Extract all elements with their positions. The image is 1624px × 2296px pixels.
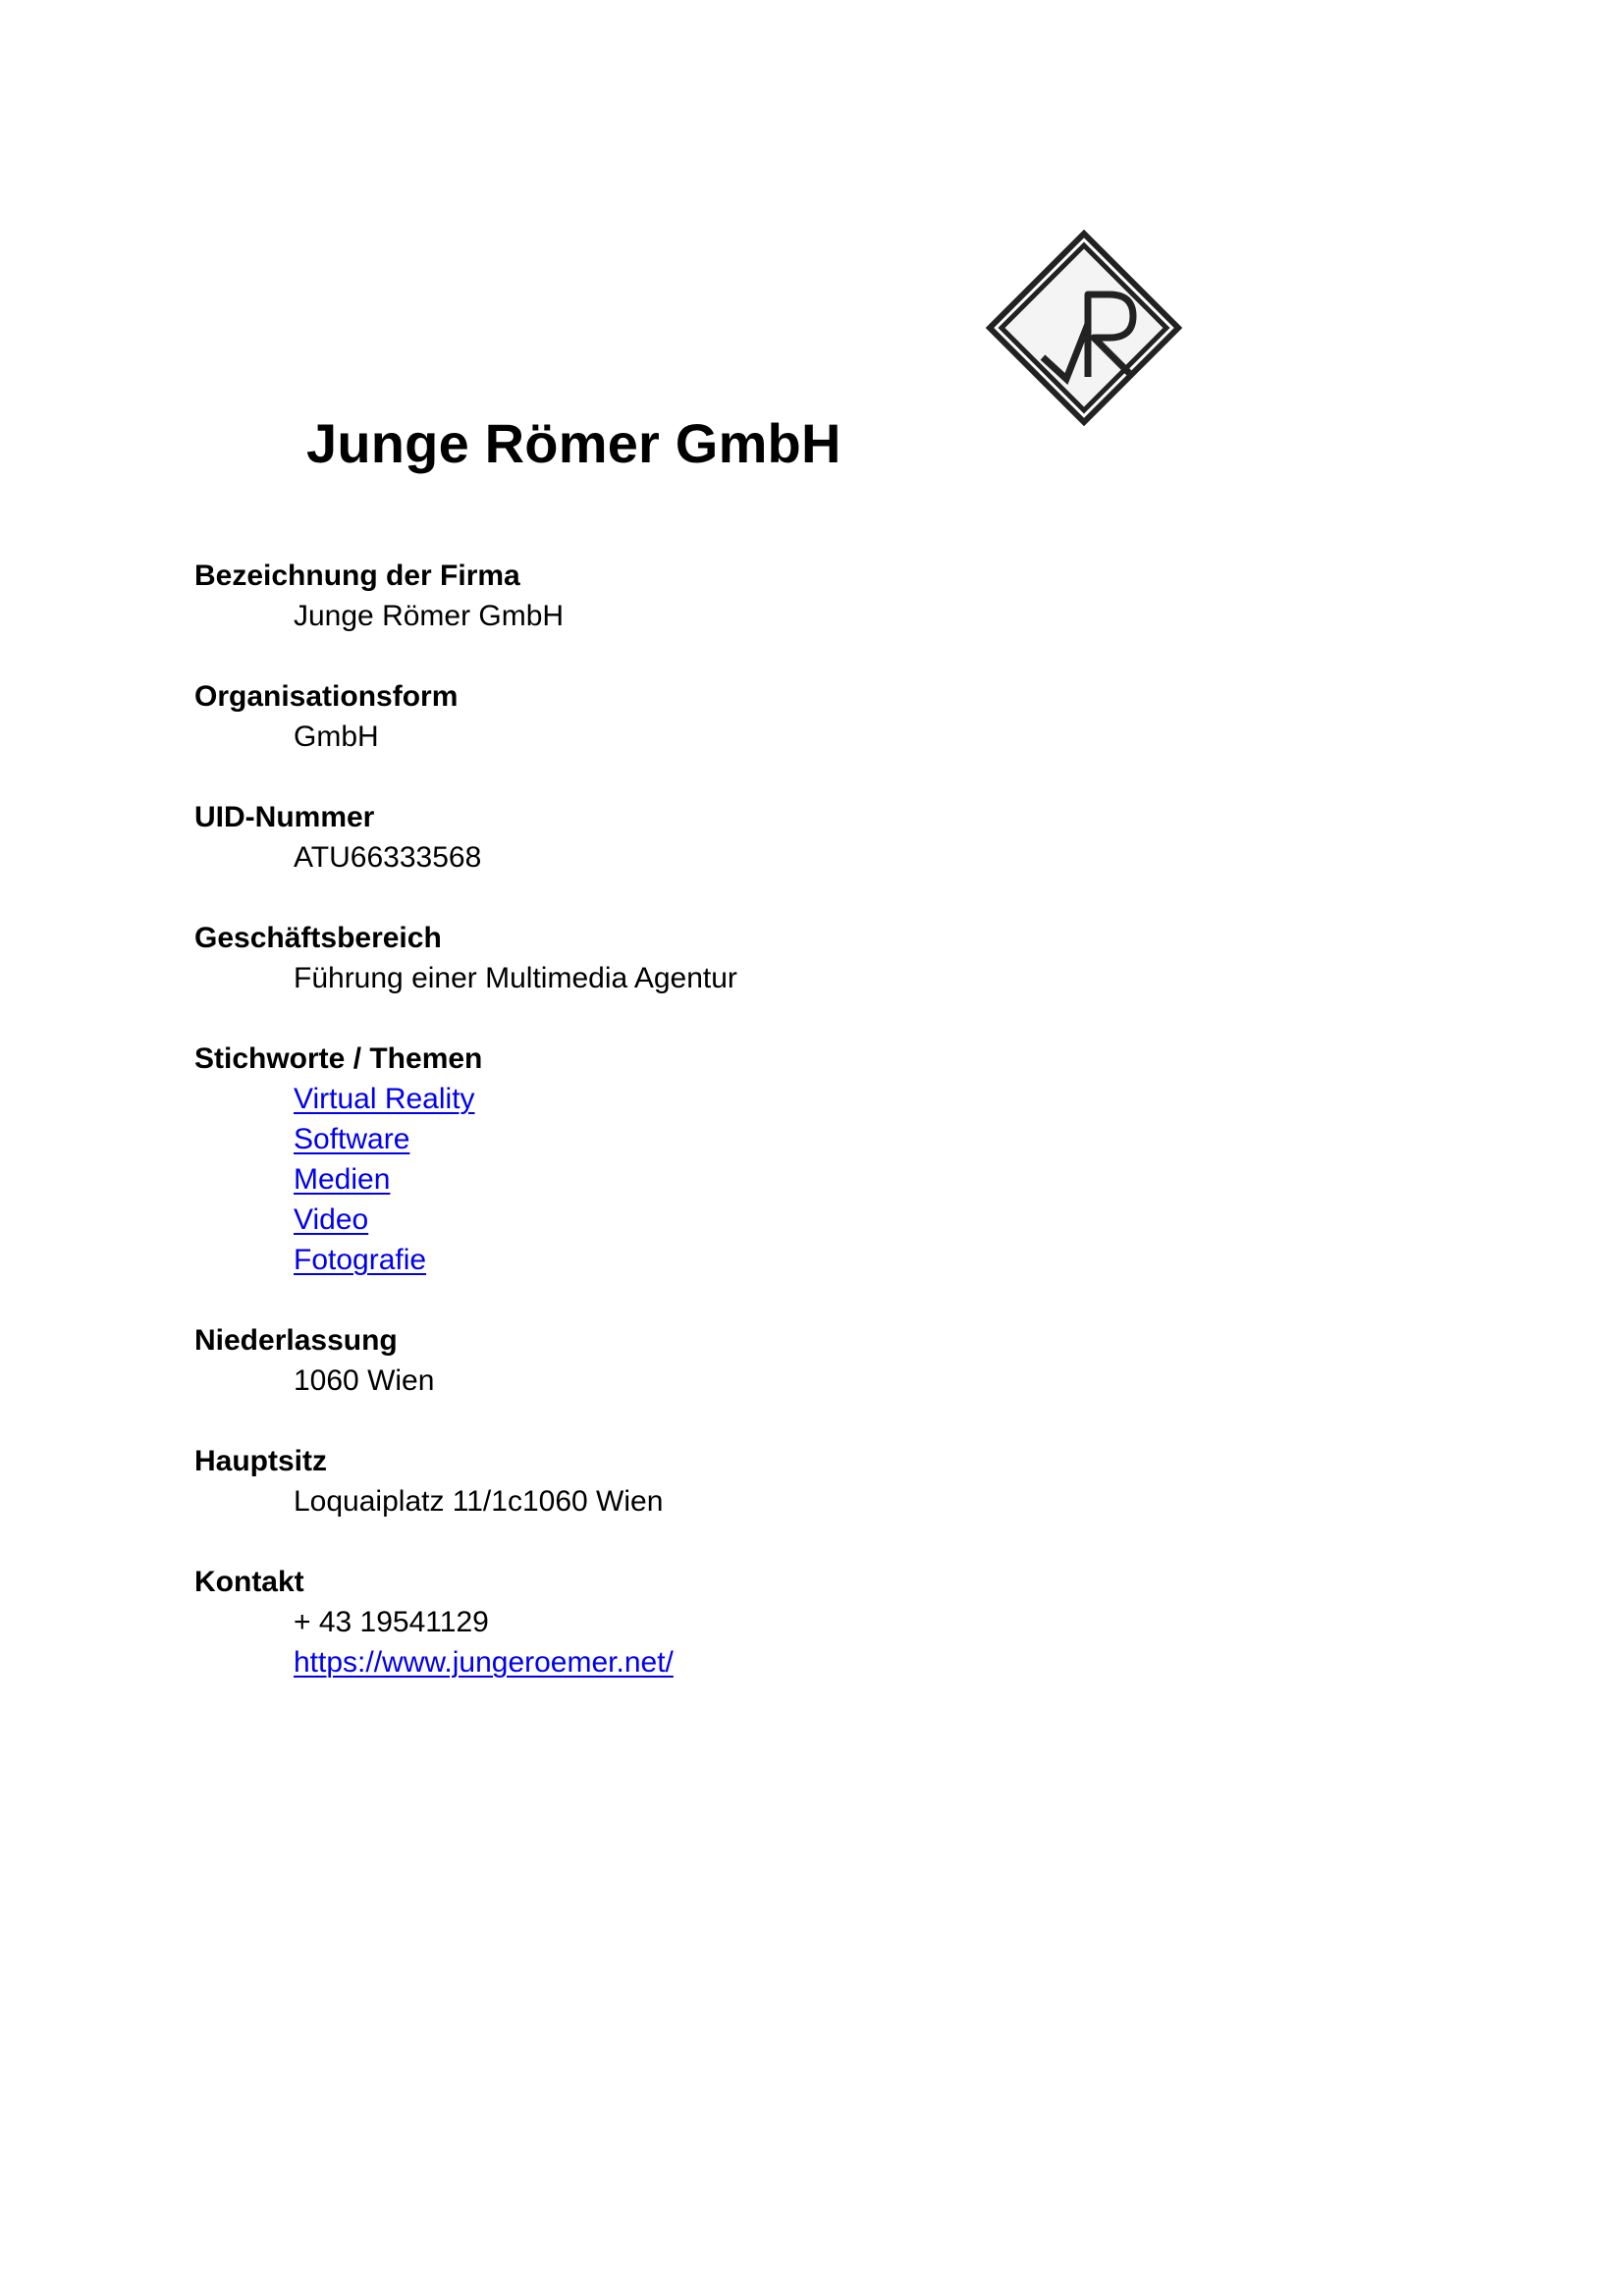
section-label: Kontakt [194, 1566, 304, 1598]
section-kontakt [194, 1562, 1471, 1682]
section-organisationsform [194, 676, 1471, 757]
section-label: Bezeichnung der Firma [194, 560, 520, 592]
list-item [194, 1200, 1471, 1240]
section-label: Stichworte / Themen [194, 1042, 483, 1075]
list-item [194, 1159, 1471, 1200]
website-link[interactable]: https://www.jungeroemer.net/ [294, 1646, 674, 1679]
section-niederlassung [194, 1320, 1471, 1401]
company-designation: Junge Römer GmbH [294, 600, 565, 632]
jr-diamond-logo-icon [986, 230, 1182, 426]
section-label: Hauptsitz [194, 1445, 327, 1477]
keyword-link-medien[interactable]: Medien [294, 1163, 391, 1196]
section-label: UID-Nummer [194, 801, 375, 833]
keyword-link-video[interactable]: Video [294, 1203, 369, 1236]
section-label: Geschäftsbereich [194, 922, 442, 954]
uid-number: ATU66333568 [294, 841, 482, 874]
branch-location: 1060 Wien [294, 1364, 435, 1397]
company-details [194, 556, 1471, 1723]
list-item [194, 1119, 1471, 1159]
section-stichworte [194, 1039, 1471, 1280]
section-label: Niederlassung [194, 1324, 398, 1357]
business-area: Führung einer Multimedia Agentur [294, 962, 737, 994]
section-label: Organisationsform [194, 680, 459, 713]
company-title: Junge Römer GmbH [306, 412, 841, 474]
list-item [194, 1240, 1471, 1280]
keyword-link-software[interactable]: Software [294, 1123, 410, 1155]
keyword-link-fotografie[interactable]: Fotografie [294, 1244, 427, 1276]
keyword-link-virtual-reality[interactable]: Virtual Reality [294, 1083, 475, 1115]
company-logo [986, 230, 1182, 426]
keyword-list [194, 1079, 1471, 1280]
section-hauptsitz [194, 1441, 1471, 1522]
section-geschaeftsbereich [194, 918, 1471, 998]
section-uid [194, 797, 1471, 878]
organisation-form: GmbH [294, 721, 379, 753]
section-bezeichnung [194, 556, 1471, 636]
headquarters-address: Loquaiplatz 11/1c1060 Wien [294, 1485, 664, 1518]
list-item [194, 1079, 1471, 1119]
contact-phone: + 43 19541129 [294, 1606, 489, 1638]
